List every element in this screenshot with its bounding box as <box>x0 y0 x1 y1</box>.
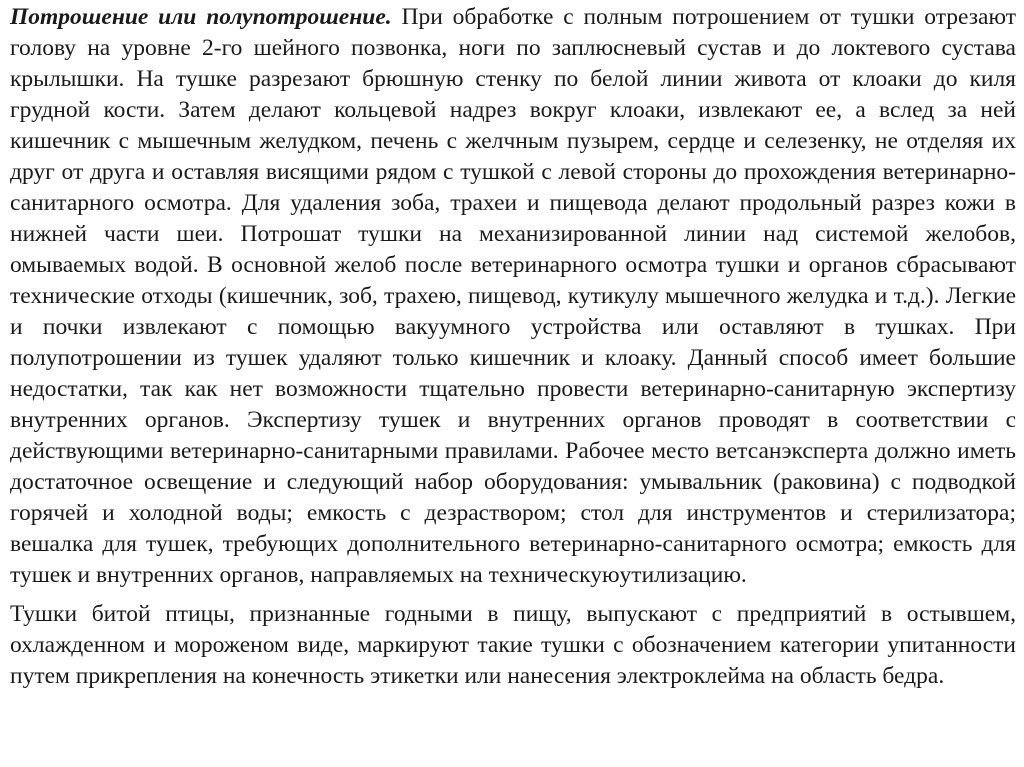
paragraph-body-text: При обработке с полным потрошением от тушки отрезают голову на уровне 2-го шейного позвонка, ноги по заплюсневый сустав и до локтевого сустава крылышки. На тушке разрезают брюшную стенку по белой линии живота от клоаки до киля грудной кости. Затем делают кольцевой надрез вокруг клоаки, извлекают ее, а вслед за ней кишечник с мышечным желудком, печень с желчным пузырем, сердце и селезенку, не отделяя их друг от друга и оставляя висящими рядом с тушкой с левой стороны до прохождения ветеринарно-санитарного осмотра. Для удаления зоба, трахеи и пищевода делают продольный разрез кожи в нижней части шеи. Потрошат тушки на механизированной линии над системой желобов, омываемых водой. В основной желоб после ветеринарного осмотра тушки и органов сбрасывают технические отходы (кишечник, зоб, трахею, пищевод, кутикулу мышечного желудка и т.д.). Легкие и почки извлекают с помощью вакуумного устройства или оставляют в тушках. При полупотрошении из тушек удаляют только кишечник и клоаку. Данный способ имеет большие недостатки, так как нет возможности тщательно провести ветеринарно-санитарную экспертизу внутренних органов. Экспертизу тушек и внутренних органов проводят в соответствии с действующими ветеринарно-санитарными правилами. Рабочее место ветсанэксперта должно иметь достаточное освещение и следующий набор оборудования: умывальник (раковина) с подводкой горячей и холодной воды; емкость с дезраствором; стол для инструментов и стерилизатора; вешалка для тушек, требующих дополнительного ветеринарно-санитарного осмотра; емкость для тушек и внутренних органов, направляемых на техническуюутилизацию. <box>10 4 1016 588</box>
paragraph-marking <box>10 599 1016 692</box>
paragraph-processing <box>10 2 1016 591</box>
paragraph-lead-heading: Потрошение или полупотрошение. <box>10 4 392 30</box>
paragraph-body-text: Тушки битой птицы, признанные годными в пищу, выпускают с предприятий в остывшем, охлажденном и мороженом виде, маркируют такие тушки с обозначением категории упитанности путем прикрепления на конечность этикетки или нанесения электроклейма на область бедра. <box>10 601 1016 689</box>
document-page <box>10 2 1016 692</box>
